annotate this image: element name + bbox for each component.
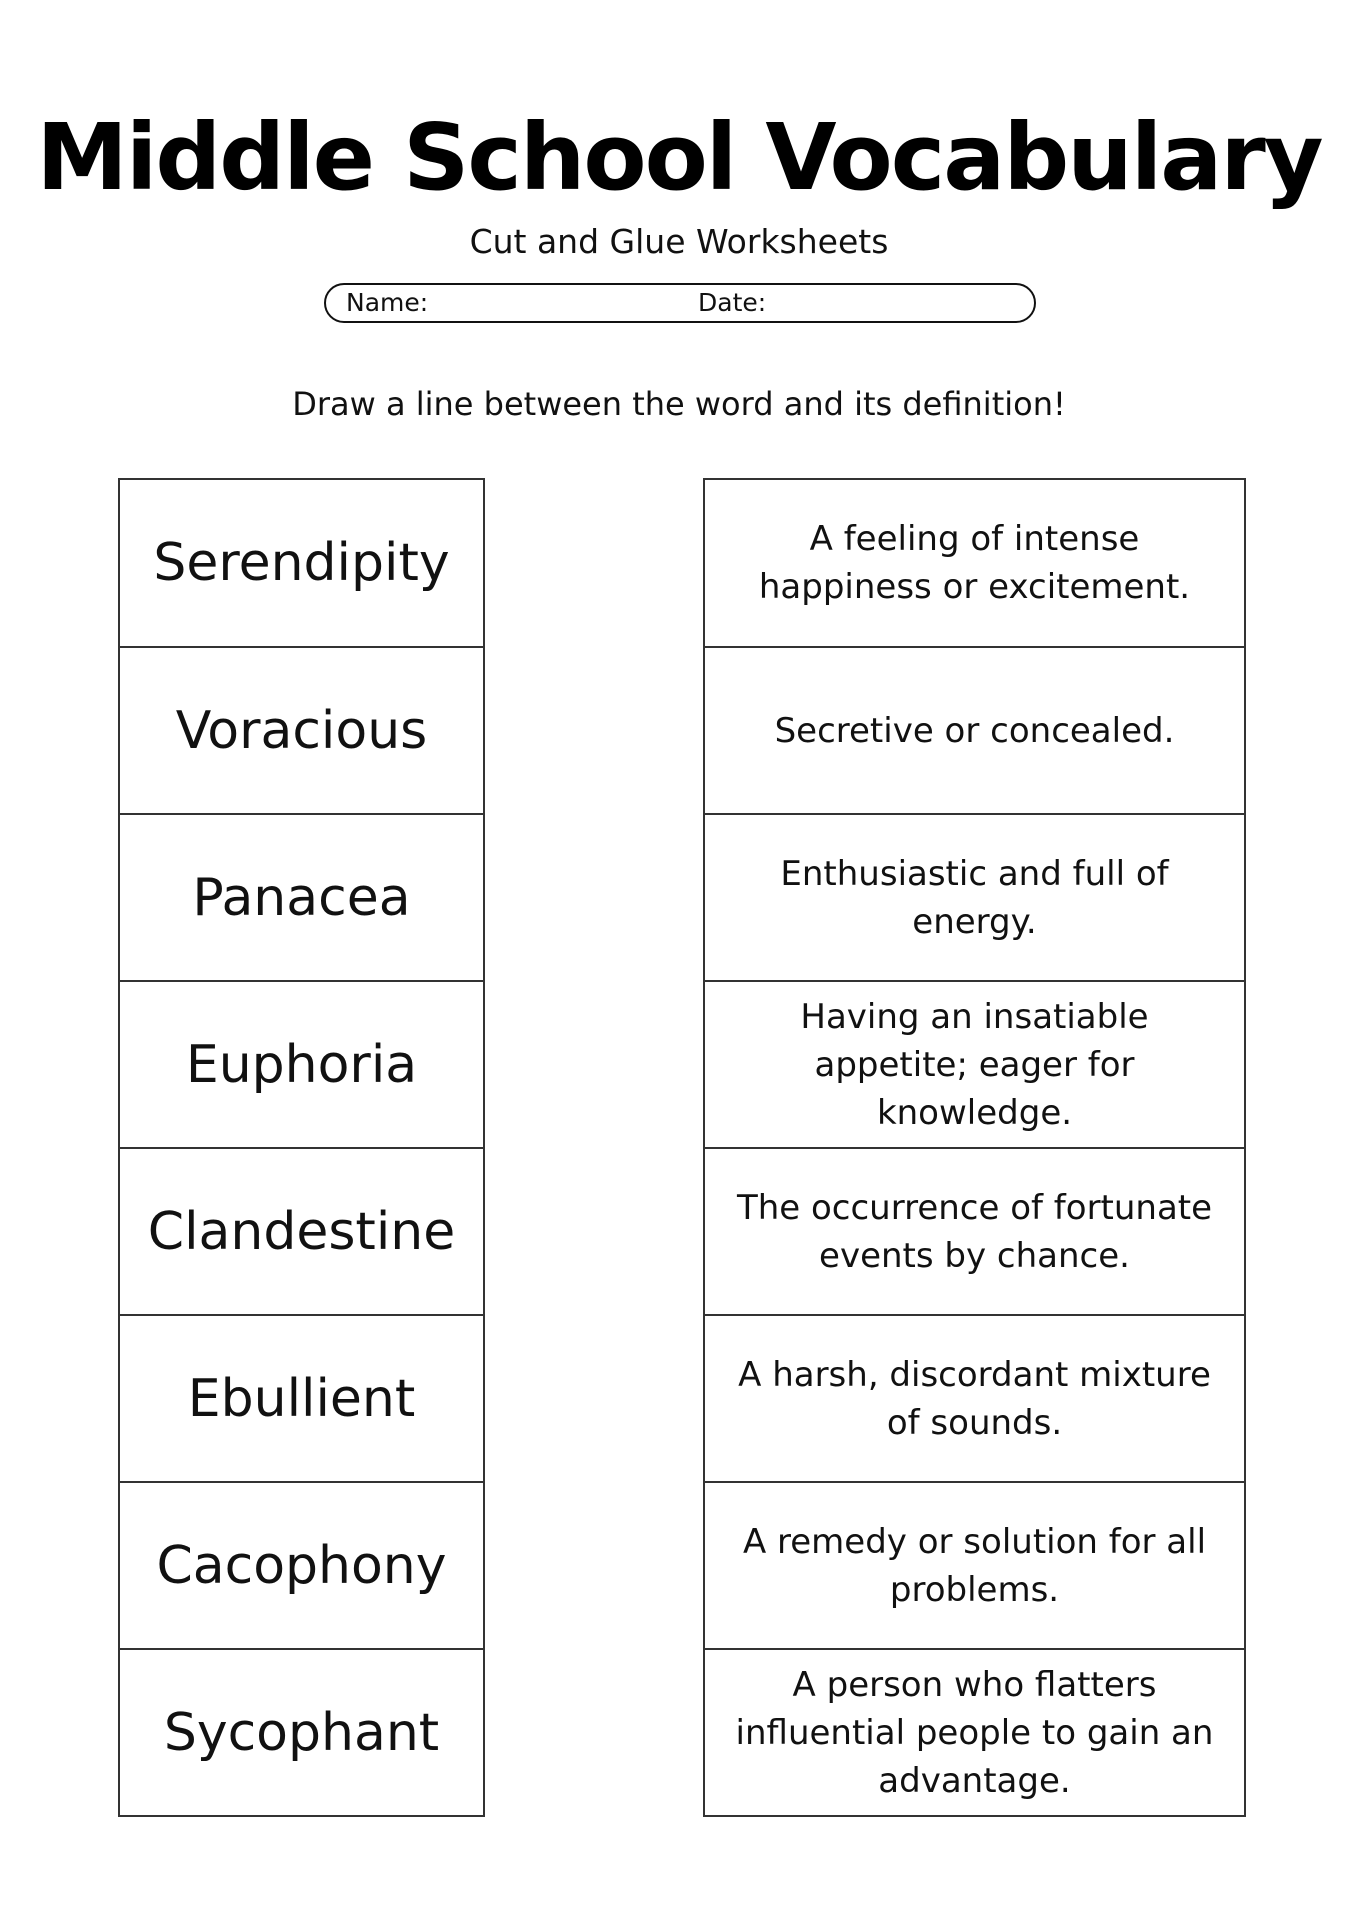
page-subtitle: Cut and Glue Worksheets	[469, 222, 889, 261]
definition-cell[interactable]	[705, 1147, 1244, 1314]
word-text: Voracious	[175, 700, 428, 761]
definition-cell[interactable]	[705, 1314, 1244, 1481]
definition-cell[interactable]	[705, 480, 1244, 646]
definition-cell[interactable]	[705, 1481, 1244, 1648]
definition-text: A harsh, discordant mixture of sounds.	[738, 1354, 1211, 1443]
page-title: Middle School Vocabulary	[36, 104, 1322, 211]
definition-cell[interactable]	[705, 980, 1244, 1147]
name-label: Name:	[346, 288, 429, 317]
definition-text: A person who flatters influential people to gain an advantage.	[735, 1664, 1214, 1801]
definition-text: Enthusiastic and full of energy.	[780, 853, 1169, 942]
definition-column	[703, 478, 1246, 1817]
word-text: Ebullient	[187, 1368, 416, 1429]
word-text: Serendipity	[153, 533, 450, 593]
word-text: Clandestine	[147, 1201, 456, 1262]
definition-cell[interactable]	[705, 813, 1244, 980]
word-cell[interactable]	[120, 1147, 483, 1314]
definition-text: Secretive or concealed.	[774, 710, 1175, 751]
definition-text: A feeling of intense happiness or excitement.	[758, 519, 1191, 607]
definition-text: A remedy or solution for all problems.	[742, 1521, 1207, 1610]
date-label: Date:	[698, 288, 767, 317]
word-column	[118, 478, 485, 1817]
word-text: Panacea	[192, 867, 411, 928]
definition-cell[interactable]	[705, 646, 1244, 813]
word-cell[interactable]	[120, 1481, 483, 1648]
instruction-text: Draw a line between the word and its definition!	[292, 385, 1066, 423]
word-cell[interactable]	[120, 480, 483, 646]
word-text: Cacophony	[156, 1535, 447, 1596]
word-cell[interactable]	[120, 813, 483, 980]
word-cell[interactable]	[120, 1648, 483, 1815]
definition-text: The occurrence of fortunate events by chance.	[736, 1187, 1213, 1276]
name-date-field[interactable]	[324, 283, 1036, 323]
definition-cell[interactable]	[705, 1648, 1244, 1815]
word-text: Sycophant	[163, 1702, 440, 1763]
word-cell[interactable]	[120, 646, 483, 813]
definition-text: Having an insatiable appetite; eager for knowledge.	[800, 996, 1149, 1133]
word-text: Euphoria	[185, 1034, 418, 1095]
word-cell[interactable]	[120, 980, 483, 1147]
word-cell[interactable]	[120, 1314, 483, 1481]
